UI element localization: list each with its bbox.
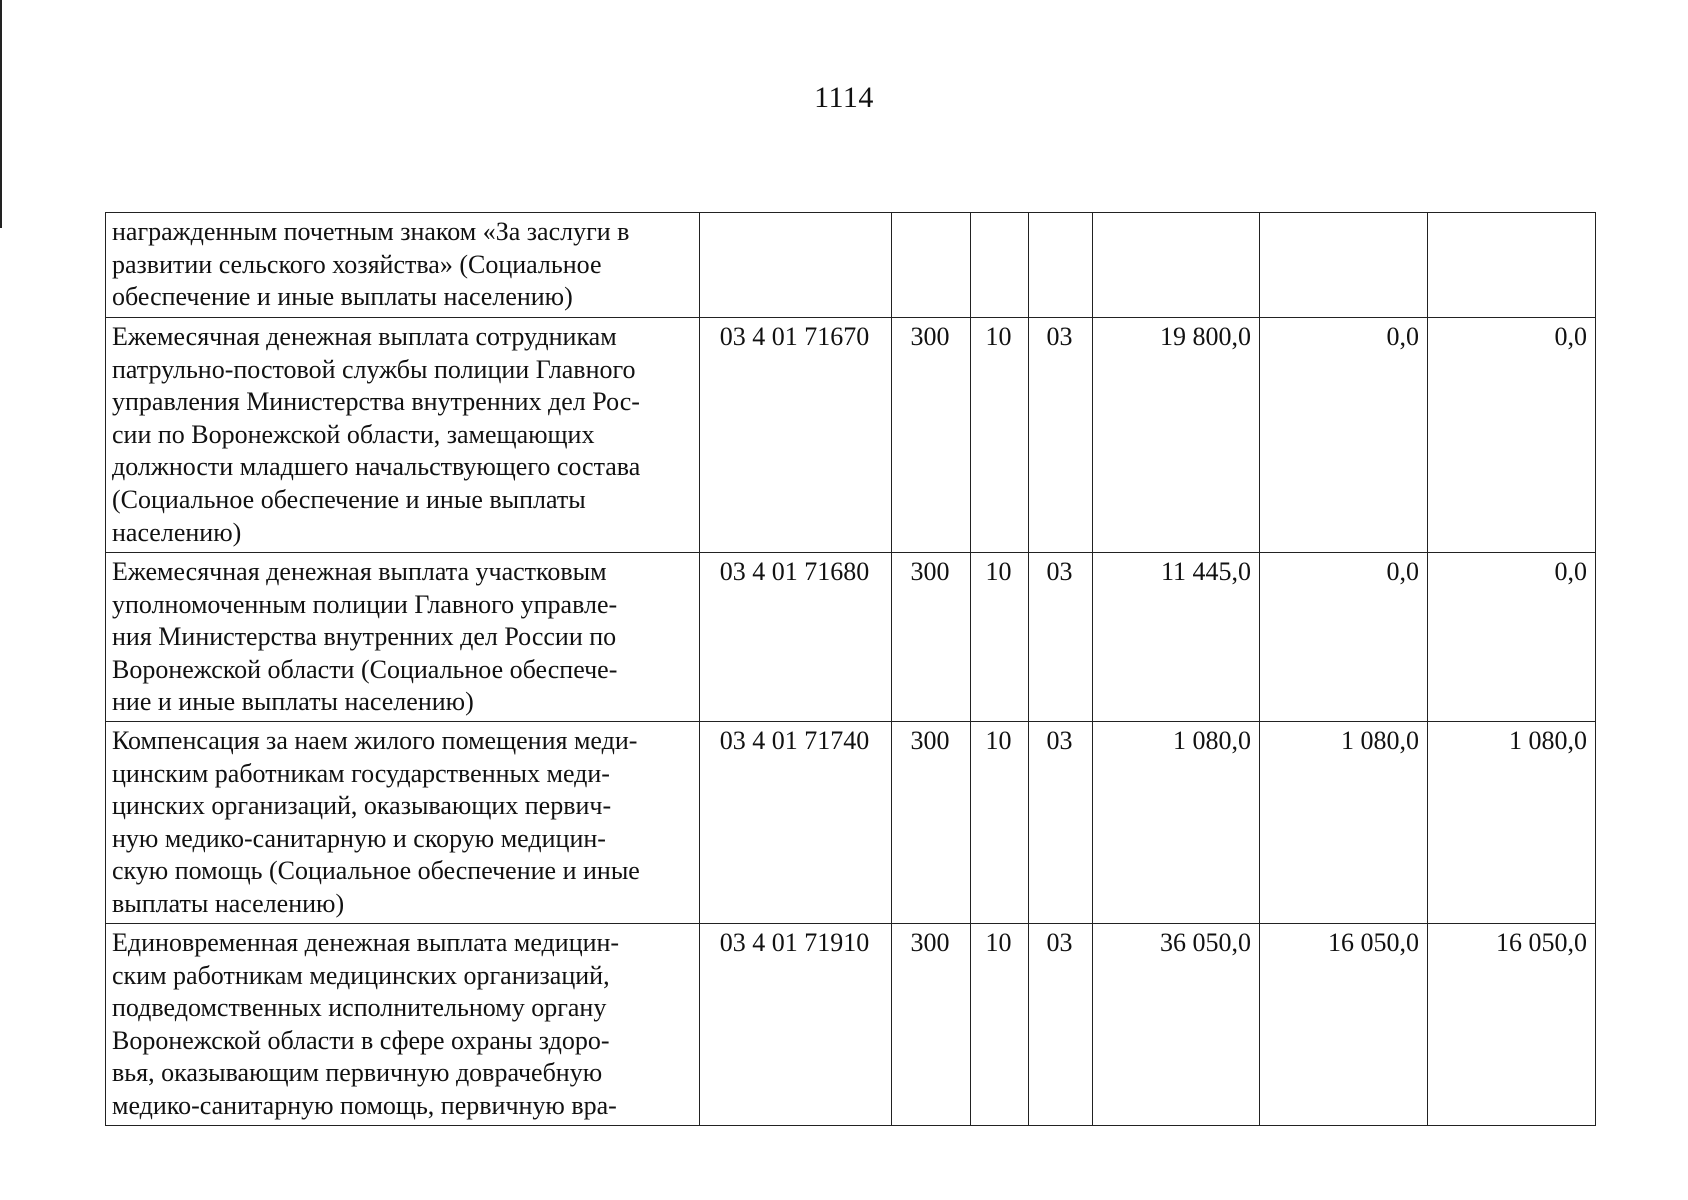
text-line: населению): [112, 517, 242, 547]
section-code: 10: [971, 318, 1029, 553]
text-line: ским работникам медицинских организаций,: [112, 960, 610, 990]
expense-type-code: 300: [892, 318, 971, 553]
table-row: [106, 213, 1596, 318]
text-line: Ежемесячная денежная выплата участковым: [112, 557, 607, 586]
text-line: Воронежской области (Социальное обеспече-: [112, 654, 618, 684]
amount-year-2: 16 050,0: [1260, 924, 1428, 1126]
amount-year-1: 1 080,0: [1093, 722, 1260, 924]
text-line: ную медико-санитарную и скорую медицин-: [112, 823, 606, 853]
section-code: [971, 213, 1029, 318]
text-line: Ежемесячная денежная выплата сотрудникам: [112, 322, 617, 351]
text-line: ние и иные выплаты населению): [112, 687, 474, 717]
text-line: вья, оказывающим первичную доврачебную: [112, 1058, 603, 1088]
text-line: выплаты населению): [112, 888, 345, 918]
text-line: награжденным почетным знаком «За заслуги в: [112, 217, 630, 246]
text-line: обеспечение и иные выплаты населению): [112, 282, 573, 312]
page-number: 1114: [814, 81, 874, 114]
amount-year-1: [1093, 213, 1260, 318]
text-line: сии по Воронежской области, замещающих: [112, 419, 595, 449]
text-line: управления Министерства внутренних дел Рос-: [112, 387, 640, 417]
text-line: цинским работникам государственных меди-: [112, 758, 610, 788]
table-row: [106, 318, 1596, 553]
table-row: [106, 924, 1596, 1126]
text-line: ния Министерства внутренних дел России по: [112, 622, 617, 652]
amount-year-2: 0,0: [1260, 318, 1428, 553]
amount-year-2: 0,0: [1260, 553, 1428, 722]
amount-year-3: 0,0: [1428, 318, 1596, 553]
subsection-code: 03: [1029, 553, 1093, 722]
section-code: 10: [971, 722, 1029, 924]
expense-type-code: [892, 213, 971, 318]
target-article-code: 03 4 01 71670: [700, 318, 892, 553]
section-code: 10: [971, 553, 1029, 722]
text-line: Воронежской области в сфере охраны здоро-: [112, 1025, 610, 1055]
amount-year-3: 0,0: [1428, 553, 1596, 722]
expense-type-code: 300: [892, 924, 971, 1126]
text-line: патрульно-постовой службы полиции Главного: [112, 354, 636, 384]
text-line: (Социальное обеспечение и иные выплаты: [112, 484, 586, 514]
amount-year-3: 16 050,0: [1428, 924, 1596, 1126]
table-row: [106, 553, 1596, 722]
text-line: цинских организаций, оказывающих первич-: [112, 791, 612, 821]
row-description: [106, 924, 700, 1126]
subsection-code: 03: [1029, 924, 1093, 1126]
amount-year-2: 1 080,0: [1260, 722, 1428, 924]
target-article-code: 03 4 01 71740: [700, 722, 892, 924]
expense-type-code: 300: [892, 553, 971, 722]
amount-year-3: [1428, 213, 1596, 318]
subsection-code: [1029, 213, 1093, 318]
target-article-code: 03 4 01 71910: [700, 924, 892, 1126]
amount-year-1: 19 800,0: [1093, 318, 1260, 553]
row-description: [106, 318, 700, 553]
text-line: медико-санитарную помощь, первичную вра-: [112, 1090, 617, 1120]
subsection-code: 03: [1029, 722, 1093, 924]
amount-year-1: 11 445,0: [1093, 553, 1260, 722]
amount-year-1: 36 050,0: [1093, 924, 1260, 1126]
row-description: [106, 213, 700, 318]
text-line: должности младшего начальствующего состава: [112, 452, 641, 482]
text-line: развитии сельского хозяйства» (Социальное: [112, 249, 602, 279]
text-line: Единовременная денежная выплата медицин-: [112, 928, 620, 957]
row-description: [106, 553, 700, 722]
amount-year-3: 1 080,0: [1428, 722, 1596, 924]
text-line: подведомственных исполнительному органу: [112, 993, 607, 1023]
text-line: скую помощь (Социальное обеспечение и иные: [112, 856, 640, 886]
subsection-code: 03: [1029, 318, 1093, 553]
expense-type-code: 300: [892, 722, 971, 924]
table-row: [106, 722, 1596, 924]
amount-year-2: [1260, 213, 1428, 318]
target-article-code: 03 4 01 71680: [700, 553, 892, 722]
target-article-code: [700, 213, 892, 318]
budget-table: [105, 212, 1596, 1126]
text-line: уполномоченным полиции Главного управле-: [112, 589, 618, 619]
text-line: Компенсация за наем жилого помещения меди-: [112, 726, 638, 755]
section-code: 10: [971, 924, 1029, 1126]
row-description: [106, 722, 700, 924]
